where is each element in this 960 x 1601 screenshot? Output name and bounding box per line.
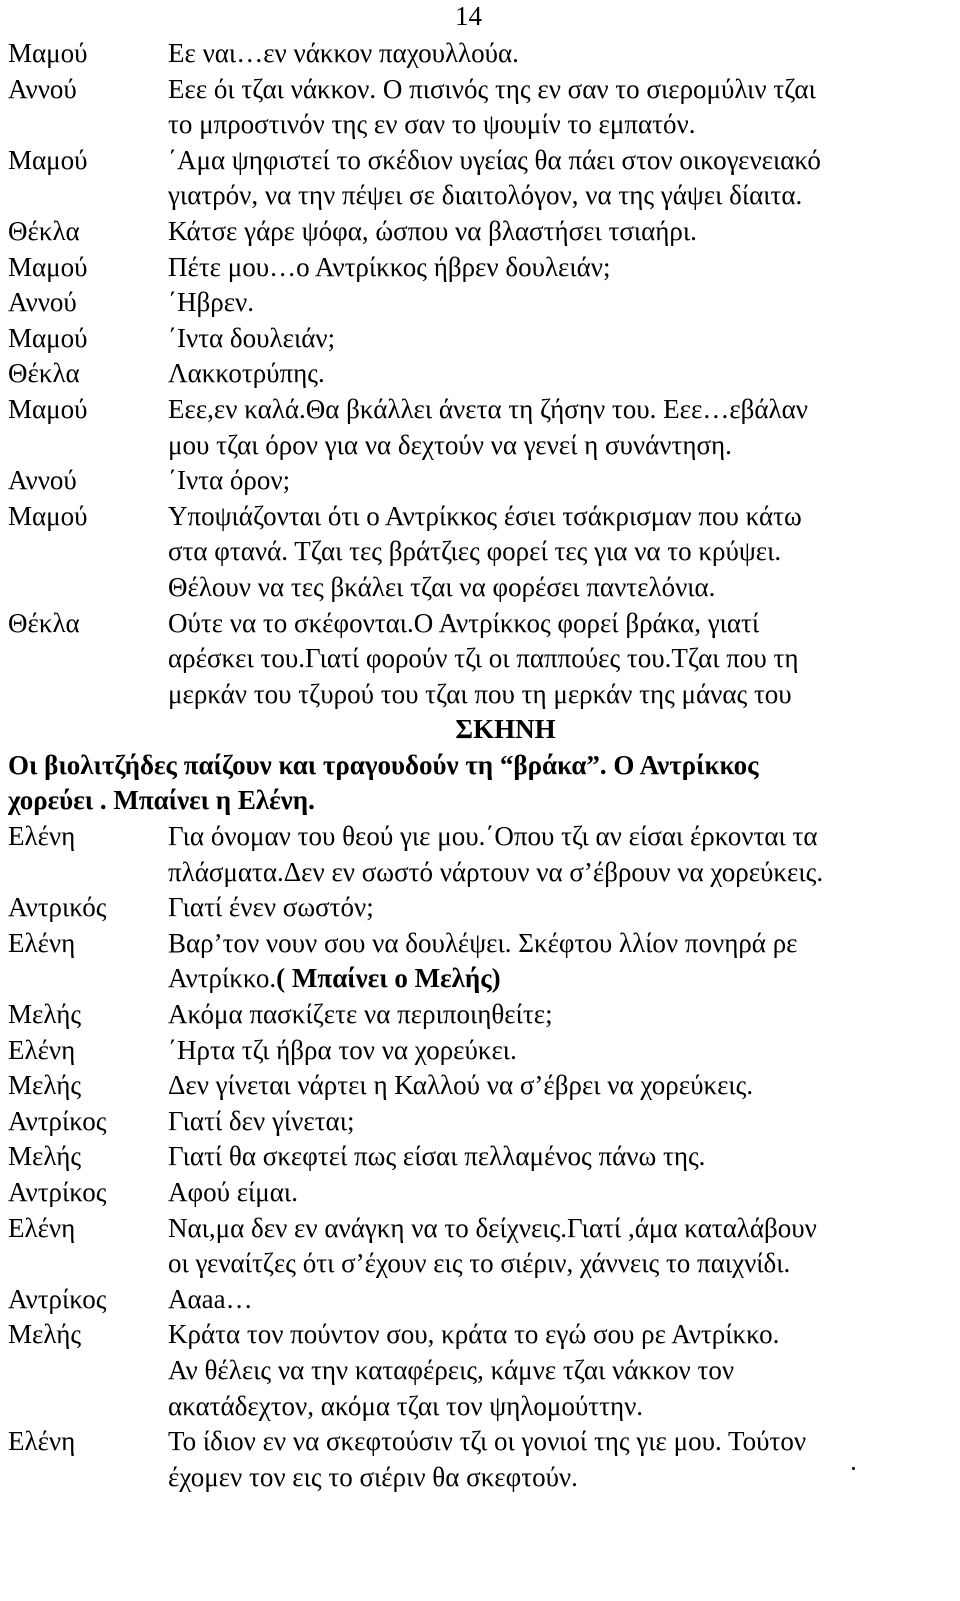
speaker-name: Μελής xyxy=(8,999,82,1030)
dialogue-line xyxy=(8,961,953,997)
speech-text xyxy=(168,677,953,713)
speech-text xyxy=(168,855,953,891)
speech-text-content: Θέλουν να τες βκάλει τζαι να φορέσει παντελόνια. xyxy=(168,571,716,602)
dialogue-line xyxy=(8,1460,953,1496)
speech-text-content: γιατρόν, να την πέψει σε διαιτολόγον, να της γάψει δίαιτα. xyxy=(168,180,803,211)
speech-text xyxy=(168,570,953,606)
dialogue-line xyxy=(8,1282,953,1318)
dialogue-line xyxy=(8,72,953,108)
dialogue-line xyxy=(8,250,953,286)
speaker-name: Ελένη xyxy=(8,1212,76,1243)
dialogue-block-1 xyxy=(8,36,953,712)
dialogue-line xyxy=(8,178,953,214)
speech-text xyxy=(168,1033,953,1069)
speech-text-content: Γιατί θα σκεφτεί πως είσαι πελλαμένος πάνω της. xyxy=(168,1141,706,1172)
speech-text-content: ΄Αμα ψηφιστεί το σκέδιον υγείας θα πάει στον οικογενειακό xyxy=(168,144,821,175)
speaker-name: Ελένη xyxy=(8,1426,76,1457)
speech-text-content: Γιατί ένεν σωστόν; xyxy=(168,892,374,923)
speech-text xyxy=(168,1424,953,1460)
speech-text-content: αρέσκει του.Γιατί φορούν τζι οι παππούες του.Τζαι που τη xyxy=(168,643,799,674)
dialogue-line xyxy=(8,499,953,535)
speaker-name: Αννού xyxy=(8,287,77,318)
stage-direction-inline: ( Μπαίνει ο Μελής) xyxy=(276,963,501,994)
speech-text-content: ακατάδεχτον, ακόμα τζαι τον ψηλομούττην. xyxy=(168,1390,644,1421)
speech-text-content: Γιατί δεν γίνεται; xyxy=(168,1105,355,1136)
speech-text-content: Το ίδιον εν να σκεφτούσιν τζι οι γονιοί της γιε μου. Τούτον xyxy=(168,1426,807,1457)
dialogue-line xyxy=(8,677,953,713)
speaker-name: Αντρίκος xyxy=(8,1105,107,1136)
speaker-name: Αντρίκος xyxy=(8,1283,107,1314)
speech-text xyxy=(168,72,953,108)
dialogue-line xyxy=(8,463,953,499)
dialogue-line xyxy=(8,1211,953,1247)
speech-text xyxy=(168,499,953,535)
speech-text-content: ΄Ηρτα τζι ήβρα τον να χορεύκει. xyxy=(168,1034,517,1065)
speech-text xyxy=(168,961,953,997)
speaker-name: Μελής xyxy=(8,1141,82,1172)
speech-text xyxy=(168,1282,953,1318)
dialogue-line xyxy=(8,1175,953,1211)
speaker-name: Αννού xyxy=(8,73,77,104)
script-body xyxy=(8,36,953,1495)
speech-text xyxy=(168,1104,953,1140)
stage-direction-line-1: Οι βιολιτζήδες παίζουν και τραγουδούν τη “βράκα”. Ο Αντρίκκος xyxy=(8,749,759,780)
speech-text xyxy=(168,356,953,392)
speaker-name: Μαμού xyxy=(8,38,88,68)
speech-text xyxy=(168,926,953,962)
speech-text xyxy=(168,1317,953,1353)
speech-text-content: Υποψιάζονται ότι ο Αντρίκκος έσιει τσάκρισμαν που κάτω xyxy=(168,500,802,531)
speech-text-content: Αν θέλεις να την καταφέρεις, κάμνε τζαι νάκκον τον xyxy=(168,1354,735,1385)
speech-text-content: Πέτε μου…ο Αντρίκκος ήβρεν δουλειάν; xyxy=(168,251,611,282)
speech-text xyxy=(168,1211,953,1247)
speech-text-content: το μπροστινόν της εν σαν το ψουμίν το εμπατόν. xyxy=(168,109,696,140)
dialogue-line xyxy=(8,1104,953,1140)
speaker-name: Θέκλα xyxy=(8,607,80,638)
dialogue-line xyxy=(8,1068,953,1104)
dialogue-line xyxy=(8,428,953,464)
dialogue-line xyxy=(8,534,953,570)
speech-text xyxy=(168,1175,953,1211)
dialogue-line xyxy=(8,1353,953,1389)
stage-direction-line-2: χορεύει . Μπαίνει η Ελένη. xyxy=(8,785,315,816)
dialogue-line xyxy=(8,1139,953,1175)
speech-text xyxy=(168,1139,953,1175)
speaker-name: Θέκλα xyxy=(8,215,80,246)
dialogue-line xyxy=(8,214,953,250)
speech-text-content: Κάτσε γάρε ψόφα, ώσπου να βλαστήσει τσιαήρι. xyxy=(168,215,697,246)
speaker-name: Μαμού xyxy=(8,322,88,353)
speech-text xyxy=(168,534,953,570)
dialogue-line xyxy=(8,107,953,143)
speech-text xyxy=(168,321,953,357)
speaker-name: Μαμού xyxy=(8,144,88,175)
speech-text-content: Ναι,μα δεν εν ανάγκη να το δείχνεις.Γιατί ,άμα καταλάβουν xyxy=(168,1212,817,1243)
speech-text-content: μερκάν του τζυρού του τζαι που τη μερκάν της μάνας του xyxy=(168,678,792,709)
speaker-name: Ελένη xyxy=(8,1034,76,1065)
dialogue-line xyxy=(8,1033,953,1069)
speech-text xyxy=(168,428,953,464)
speech-text-content: ΄Ιντα δουλειάν; xyxy=(168,322,336,353)
speech-text-content: Κράτα τον πούντον σου, κράτα το εγώ σου ρε Αντρίκκο. xyxy=(168,1319,780,1350)
speaker-name: Ελένη xyxy=(8,821,76,852)
speaker-name: Αντρίκος xyxy=(8,1177,107,1207)
dialogue-line xyxy=(8,819,953,855)
speech-text xyxy=(168,1353,953,1389)
dialogue-block-2 xyxy=(8,819,953,1495)
dialogue-line xyxy=(8,1389,953,1425)
speech-text xyxy=(168,1068,953,1104)
speaker-name: Μαμού xyxy=(8,393,88,424)
dialogue-line xyxy=(8,143,953,179)
speech-text-content: Αντρίκκο. xyxy=(168,963,277,994)
dialogue-line xyxy=(8,606,953,642)
speaker-name: Μελής xyxy=(8,1319,82,1350)
speech-text xyxy=(168,606,953,642)
speech-text-content: Εε ναι…εν νάκκον παχουλλούα. xyxy=(168,38,519,68)
speaker-name: Θέκλα xyxy=(8,358,80,389)
speech-text-content: Ακόμα πασκίζετε να περιποιηθείτε; xyxy=(168,999,553,1030)
stray-mark xyxy=(852,1467,855,1470)
speech-text-content: Για όνομαν του θεού γιε μου.΄Οπου τζι αν είσαι έρκονται τα xyxy=(168,821,818,852)
speaker-name: Αντρικός xyxy=(8,892,107,923)
dialogue-line xyxy=(8,855,953,891)
speech-text-content: πλάσματα.Δεν εν σωστό νάρτουν να σ’έβρουν να χορεύκεις. xyxy=(168,856,824,887)
speech-text xyxy=(168,890,953,926)
speech-text xyxy=(168,285,953,321)
speech-text xyxy=(168,214,953,250)
dialogue-line xyxy=(8,285,953,321)
speech-text xyxy=(168,178,953,214)
speaker-name: Ελένη xyxy=(8,927,76,958)
dialogue-line xyxy=(8,997,953,1033)
speech-text xyxy=(168,250,953,286)
speaker-name: Αννού xyxy=(8,465,77,496)
dialogue-line xyxy=(8,641,953,677)
speech-text xyxy=(168,463,953,499)
scene-heading: ΣΚΗΝΗ xyxy=(455,714,556,745)
dialogue-line xyxy=(8,1424,953,1460)
dialogue-line xyxy=(8,321,953,357)
speech-text-content: ΄Ηβρεν. xyxy=(168,287,254,318)
speech-text-content: Αφού είμαι. xyxy=(168,1177,298,1207)
speech-text xyxy=(168,997,953,1033)
speech-text-content: μου τζαι όρον για να δεχτούν να γενεί η συνάντηση. xyxy=(168,429,732,460)
speech-text xyxy=(168,392,953,428)
speech-text-content: έχομεν τον εις το σιέριν θα σκεφτούν. xyxy=(168,1461,578,1492)
speech-text-content: Εεε,εν καλά.Θα βκάλλει άνετα τη ζήσην του. Εεε…εβάλαν xyxy=(168,393,808,424)
speech-text-content: ΄Ιντα όρον; xyxy=(168,465,291,496)
speech-text xyxy=(168,1389,953,1425)
speech-text xyxy=(168,1246,953,1282)
dialogue-line xyxy=(8,392,953,428)
speech-text xyxy=(168,1460,953,1496)
speech-text-content: οι γεναίτζες ότι σ’έχουν εις το σιέριν, χάννεις το παιχνίδι. xyxy=(168,1248,791,1279)
speech-text-content: Βαρ’τον νουν σου να δουλέψει. Σκέφτου λλίον πονηρά ρε xyxy=(168,927,798,958)
speech-text-content: Ούτε να το σκέφονται.Ο Αντρίκκος φορεί βράκα, γιατί xyxy=(168,607,760,638)
speech-text-content: Ααaa… xyxy=(168,1283,253,1314)
speech-text xyxy=(168,819,953,855)
speaker-name: Μαμού xyxy=(8,500,88,531)
speech-text-content: στα φτανά. Τζαι τες βράτζιες φορεί τες για να το κρύψει. xyxy=(168,536,782,567)
speech-text-content: Δεν γίνεται νάρτει η Καλλού να σ’έβρει να χορεύκεις. xyxy=(168,1070,754,1101)
speech-text xyxy=(168,107,953,143)
speech-text xyxy=(168,641,953,677)
speech-text xyxy=(168,143,953,179)
dialogue-line xyxy=(8,926,953,962)
speech-text-content: Λακκοτρύπης. xyxy=(168,358,325,389)
dialogue-line xyxy=(8,570,953,606)
speech-text xyxy=(168,36,953,72)
speaker-name: Μελής xyxy=(8,1070,82,1101)
dialogue-line xyxy=(8,356,953,392)
dialogue-line xyxy=(8,890,953,926)
dialogue-line xyxy=(8,36,953,72)
speech-text-content: Εεε όι τζαι νάκκον. Ο πισινός της εν σαν το σιερομύλιν τζαι xyxy=(168,73,816,104)
dialogue-line xyxy=(8,1246,953,1282)
dialogue-line xyxy=(8,1317,953,1353)
page-number: 14 xyxy=(455,1,482,31)
speaker-name: Μαμού xyxy=(8,251,88,282)
